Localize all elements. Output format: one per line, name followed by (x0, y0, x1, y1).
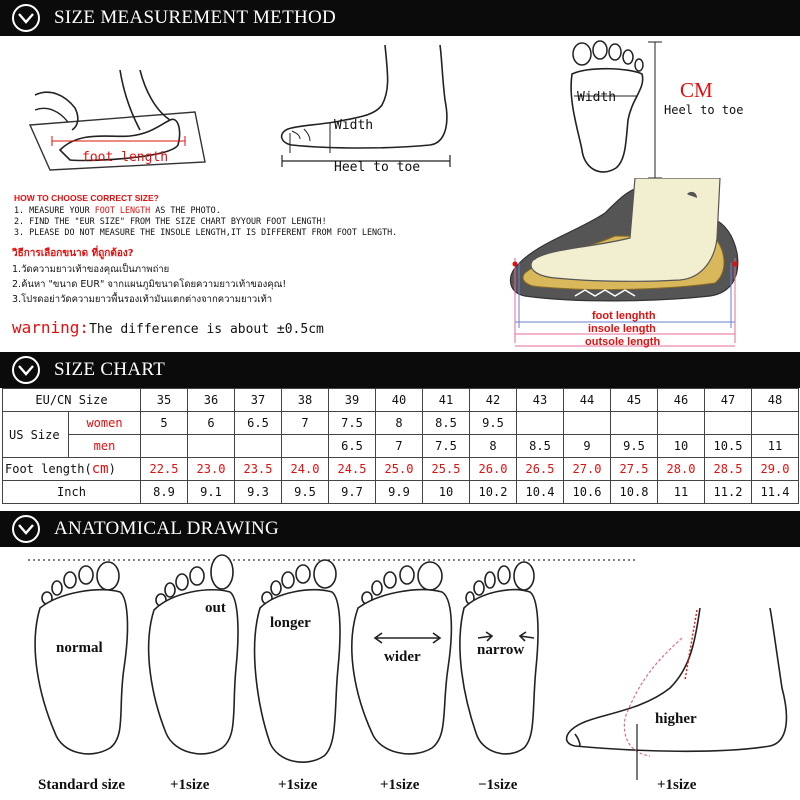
outsole-length-label: outsole length (585, 336, 661, 348)
size-label-narrow: −1size (478, 777, 518, 793)
size-label-higher: +1size (657, 777, 697, 793)
foot-length-header: Foot length(cm) (3, 458, 141, 481)
wider-label: wider (384, 649, 421, 665)
longer-foot (255, 560, 340, 762)
us-size-header: US Size (3, 412, 69, 458)
inch-header: Inch (3, 481, 141, 504)
table-row-foot-length: Foot length(cm) 22.5 23.0 23.5 24.0 24.5 25.0 25.5 26.0 26.5 27.0 27.5 28.0 28.5 29.0 (3, 458, 799, 481)
table-row-inch: Inch 8.9 9.1 9.3 9.5 9.7 9.9 10 10.2 10.4 10.6 10.8 11 11.2 11.4 (3, 481, 799, 504)
table-row-eu: EU/CN Size 35 36 37 38 39 40 41 42 43 44 45 46 47 48 (3, 389, 799, 412)
instruction-step-1: 1. MEASURE YOUR FOOT LENGTH AS THE PHOTO. (14, 205, 221, 215)
standard-size-label: Standard size (38, 777, 126, 793)
out-label: out (205, 600, 226, 616)
chevron-down-icon (12, 515, 40, 543)
table-row-women: US Size women 5 6 6.5 7 7.5 8 8.5 9.5 (3, 412, 799, 435)
section-title: ANATOMICAL DRAWING (54, 518, 280, 539)
instruction-step-2: 2. FIND THE "EUR SIZE" FROM THE SIZE CHART BYYOUR FOOT LENGTH! (14, 216, 327, 226)
width-label-2: Width (577, 90, 617, 105)
instruction-step-3: 3. PLEASE DO NOT MEASURE THE INSOLE LENGTH,IT IS DIFFERENT FROM FOOT LENGTH. (14, 227, 398, 237)
men-header: men (69, 435, 141, 458)
width-label: Width (334, 118, 374, 133)
out-foot (149, 555, 238, 754)
foot-length-label: foot length (82, 150, 169, 165)
size-chart-table (2, 388, 799, 504)
warning-note: warning:The difference is about ±0.5cm (12, 318, 324, 337)
normal-label: normal (56, 640, 103, 656)
narrow-label: narrow (477, 642, 525, 658)
foot-side-view-illustration (270, 45, 470, 175)
size-label-longer: +1size (278, 777, 318, 793)
foot-lenghth-label: foot lenghth (592, 310, 656, 322)
foot-types-illustration (0, 548, 800, 800)
section-title: SIZE CHART (54, 359, 166, 380)
longer-label: longer (270, 615, 311, 631)
cm-label: CM (680, 78, 713, 102)
thai-step-1: 1.วัดความยาวเท้าของคุณเป็นภาพถ่าย (12, 264, 170, 275)
heel-to-toe-label-2: Heel to toe (664, 103, 744, 117)
size-label-out: +1size (170, 777, 210, 793)
thai-title: วิธีการเลือกขนาด ที่ถูกต้อง? (12, 248, 134, 259)
normal-foot (35, 562, 127, 754)
women-header: women (69, 412, 141, 435)
table-row-men: men 6.5 7 7.5 8 8.5 9 9.5 10 10.5 11 (3, 435, 799, 458)
footprint-top-view-illustration (560, 40, 680, 182)
eu-size-header: EU/CN Size (3, 389, 141, 412)
section-header-measurement (0, 0, 800, 36)
size-label-wider: +1size (380, 777, 420, 793)
chevron-down-icon (12, 356, 40, 384)
insole-length-label: insole length (588, 323, 656, 335)
higher-label: higher (655, 711, 697, 727)
section-title: SIZE MEASUREMENT METHOD (54, 7, 337, 28)
how-to-choose-title: HOW TO CHOOSE CORRECT SIZE? (14, 193, 159, 203)
high-instep-foot (567, 608, 787, 751)
section-header-anatomical (0, 511, 800, 547)
section-header-size-chart (0, 352, 800, 388)
thai-step-2: 2.ค้นหา "ขนาด EUR" จากแผนภูมิขนาดโดยความยาวเท้าของคุณ! (12, 279, 287, 290)
heel-to-toe-label: Heel to toe (334, 160, 421, 175)
thai-step-3: 3.โปรดอย่าวัดความยาวพื้นรองเท้ามันแตกต่างจากความยาวเท้า (12, 294, 273, 305)
chevron-down-icon (12, 4, 40, 32)
